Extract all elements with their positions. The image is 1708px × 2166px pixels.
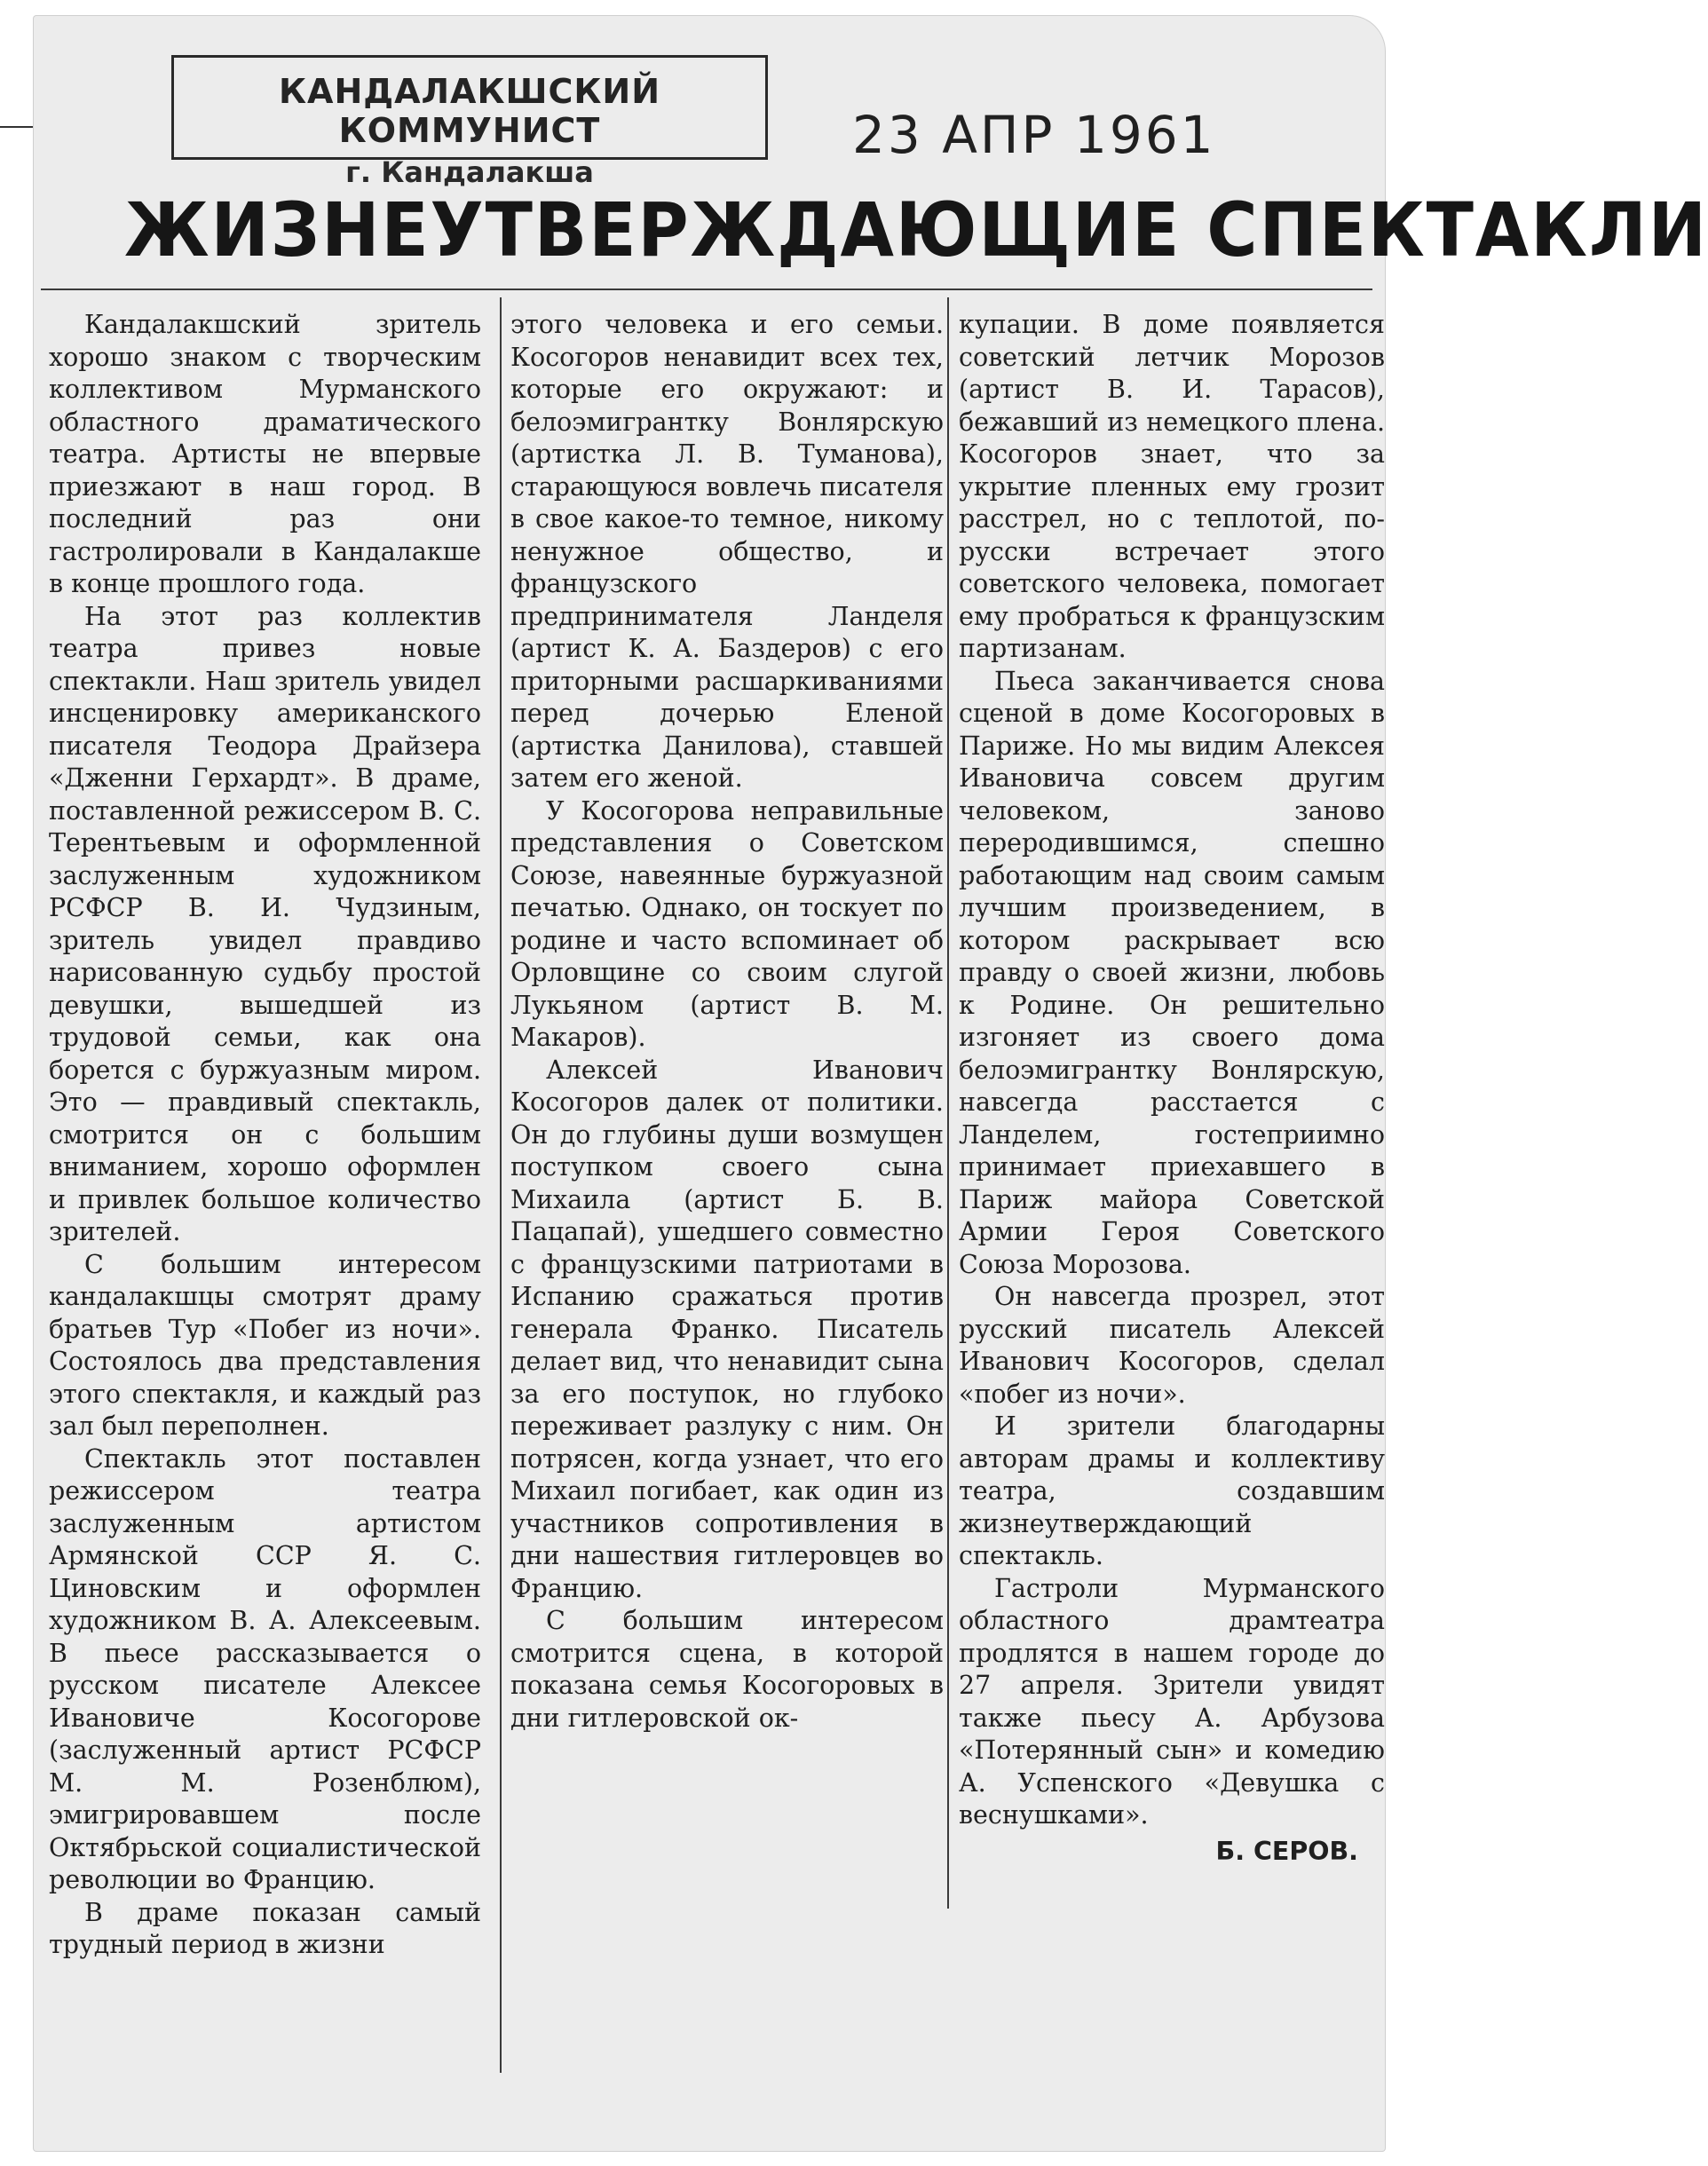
margin-mark xyxy=(0,126,34,128)
newspaper-name: КАНДАЛАКШСКИЙ КОММУНИСТ xyxy=(278,72,661,150)
paragraph: этого человека и его семьи. Косогоров ненавидит всех тех, которые его окружают: и белоэмигрантку Вонлярскую (артистка Л. В. Туманова), старающуюся вовлечь писателя в свое какое-то темное, никому ненужное общество, и французского предпринимателя Ланделя (артист К. А. Баздеров) с его приторными расшаркиваниями перед дочерью Еленой (артистка Данилова), ставшей затем его женой. xyxy=(510,310,944,793)
paragraph: Пьеса заканчивается снова сценой в доме Косогоровых в Париже. Но мы видим Алексея Ивановича совсем другим человеком, заново переродившимся, спешно работающим над своим самым лучшим произведением, в котором раскрывает всю правду о своей жизни, любовь к Родине. Он решительно изгоняет из своего дома белоэмигрантку Вонлярскую, навсегда расстается с Ланделем, гостеприимно принимает приехавшего в Париж майора Советской Армии Героя Советского Союза Морозова. xyxy=(959,666,1385,1279)
headline-rule xyxy=(41,289,1372,290)
date-stamp: 23 АПР 1961 xyxy=(852,105,1216,165)
paragraph: Гастроли Мурманского областного драмтеатра продлятся в нашем городе до 27 апреля. Зрители увидят также пьесу А. Арбузова «Потерянный сын» и комедию А. Успенского «Девушка с веснушками». xyxy=(959,1573,1385,1830)
article-column-3 xyxy=(959,309,1385,1868)
paragraph: С большим интересом смотрится сцена, в которой показана семья Косогоровых в дни гитлеровской ок- xyxy=(510,1606,944,1733)
article-column-1 xyxy=(49,309,481,1962)
newspaper-stamp xyxy=(171,55,768,189)
paragraph: С большим интересом кандалакшцы смотрят драму братьев Тур «Побег из ночи». Состоялось два представления этого спектакля, и каждый раз зал был переполнен. xyxy=(49,1249,481,1441)
paragraph: У Косогорова неправильные представления о Советском Союзе, навеянные буржуазной печатью. Однако, он тоскует по родине и часто вспоминает об Орловщине со своим слугой Лукьяном (артист В. М. Макаров). xyxy=(510,795,944,1052)
article-column-2 xyxy=(510,309,944,1735)
paragraph: Он навсегда прозрел, этот русский писатель Алексей Иванович Косогоров, сделал «побег из ночи». xyxy=(959,1282,1385,1409)
column-rule-2 xyxy=(947,297,949,1909)
paragraph: И зрители благодарны авторам драмы и коллективу театра, создавшим жизнеутверждающий спектакль. xyxy=(959,1411,1385,1570)
paragraph: В драме показан самый трудный период в жизни xyxy=(49,1897,481,1959)
newspaper-city: г. Кандалакша xyxy=(345,155,594,189)
paragraph: Алексей Иванович Косогоров далек от политики. Он до глубины души возмущен поступком своего сына Михаила (артист Б. В. Пацапай), ушедшего совместно с французскими патриотами в Испанию сражаться против генерала Франко. Писатель делает вид, что ненавидит сына за его поступок, но глубоко переживает разлуку с ним. Он потрясен, когда узнает, что его Михаил погибает, как один из участников сопротивления в дни нашествия гитлеровцев во Францию. xyxy=(510,1055,944,1603)
paragraph: На этот раз коллектив театра привез новые спектакли. Наш зритель увидел инсценировку американского писателя Теодора Драйзера «Дженни Герхардт». В драме, поставленной режиссером В. С. Терентьевым и оформленной заслуженным художником РСФСР В. И. Чудзиным, зритель увидел правдиво нарисованную судьбу простой девушки, вышедшей из трудовой семьи, как она борется с буржуазным миром. Это — правдивый спектакль, смотрится он с большим вниманием, хорошо оформлен и привлек большое количество зрителей. xyxy=(49,601,481,1246)
article-headline: ЖИЗНЕУТВЕРЖДАЮЩИЕ СПЕКТАКЛИ xyxy=(124,186,1708,273)
paragraph: Спектакль этот поставлен режиссером театра заслуженным артистом Армянской ССР Я. С. Циновским и оформлен художником В. А. Алексеевым. В пьесе рассказывается о русском писателе Алексее Ивановиче Косогорове (заслуженный артист РСФСР М. М. Розенблюм), эмигрировавшем после Октябрьской социалистической революции во Францию. xyxy=(49,1443,481,1894)
column-rule-1 xyxy=(500,297,502,2073)
author-signature: Б. СЕРОВ. xyxy=(1215,1836,1358,1866)
paragraph: Кандалакшский зритель хорошо знаком с творческим коллективом Мурманского областного драматического театра. Артисты не впервые приезжают в наш город. В последний раз они гастролировали в Кандалакше в конце прошлого года. xyxy=(49,310,481,598)
paragraph: купации. В доме появляется советский летчик Морозов (артист В. И. Тарасов), бежавший из немецкого плена. Косогоров знает, что за укрытие пленных ему грозит расстрел, но с теплотой, по-русски встречает этого советского человека, помогает ему пробраться к французским партизанам. xyxy=(959,310,1385,663)
